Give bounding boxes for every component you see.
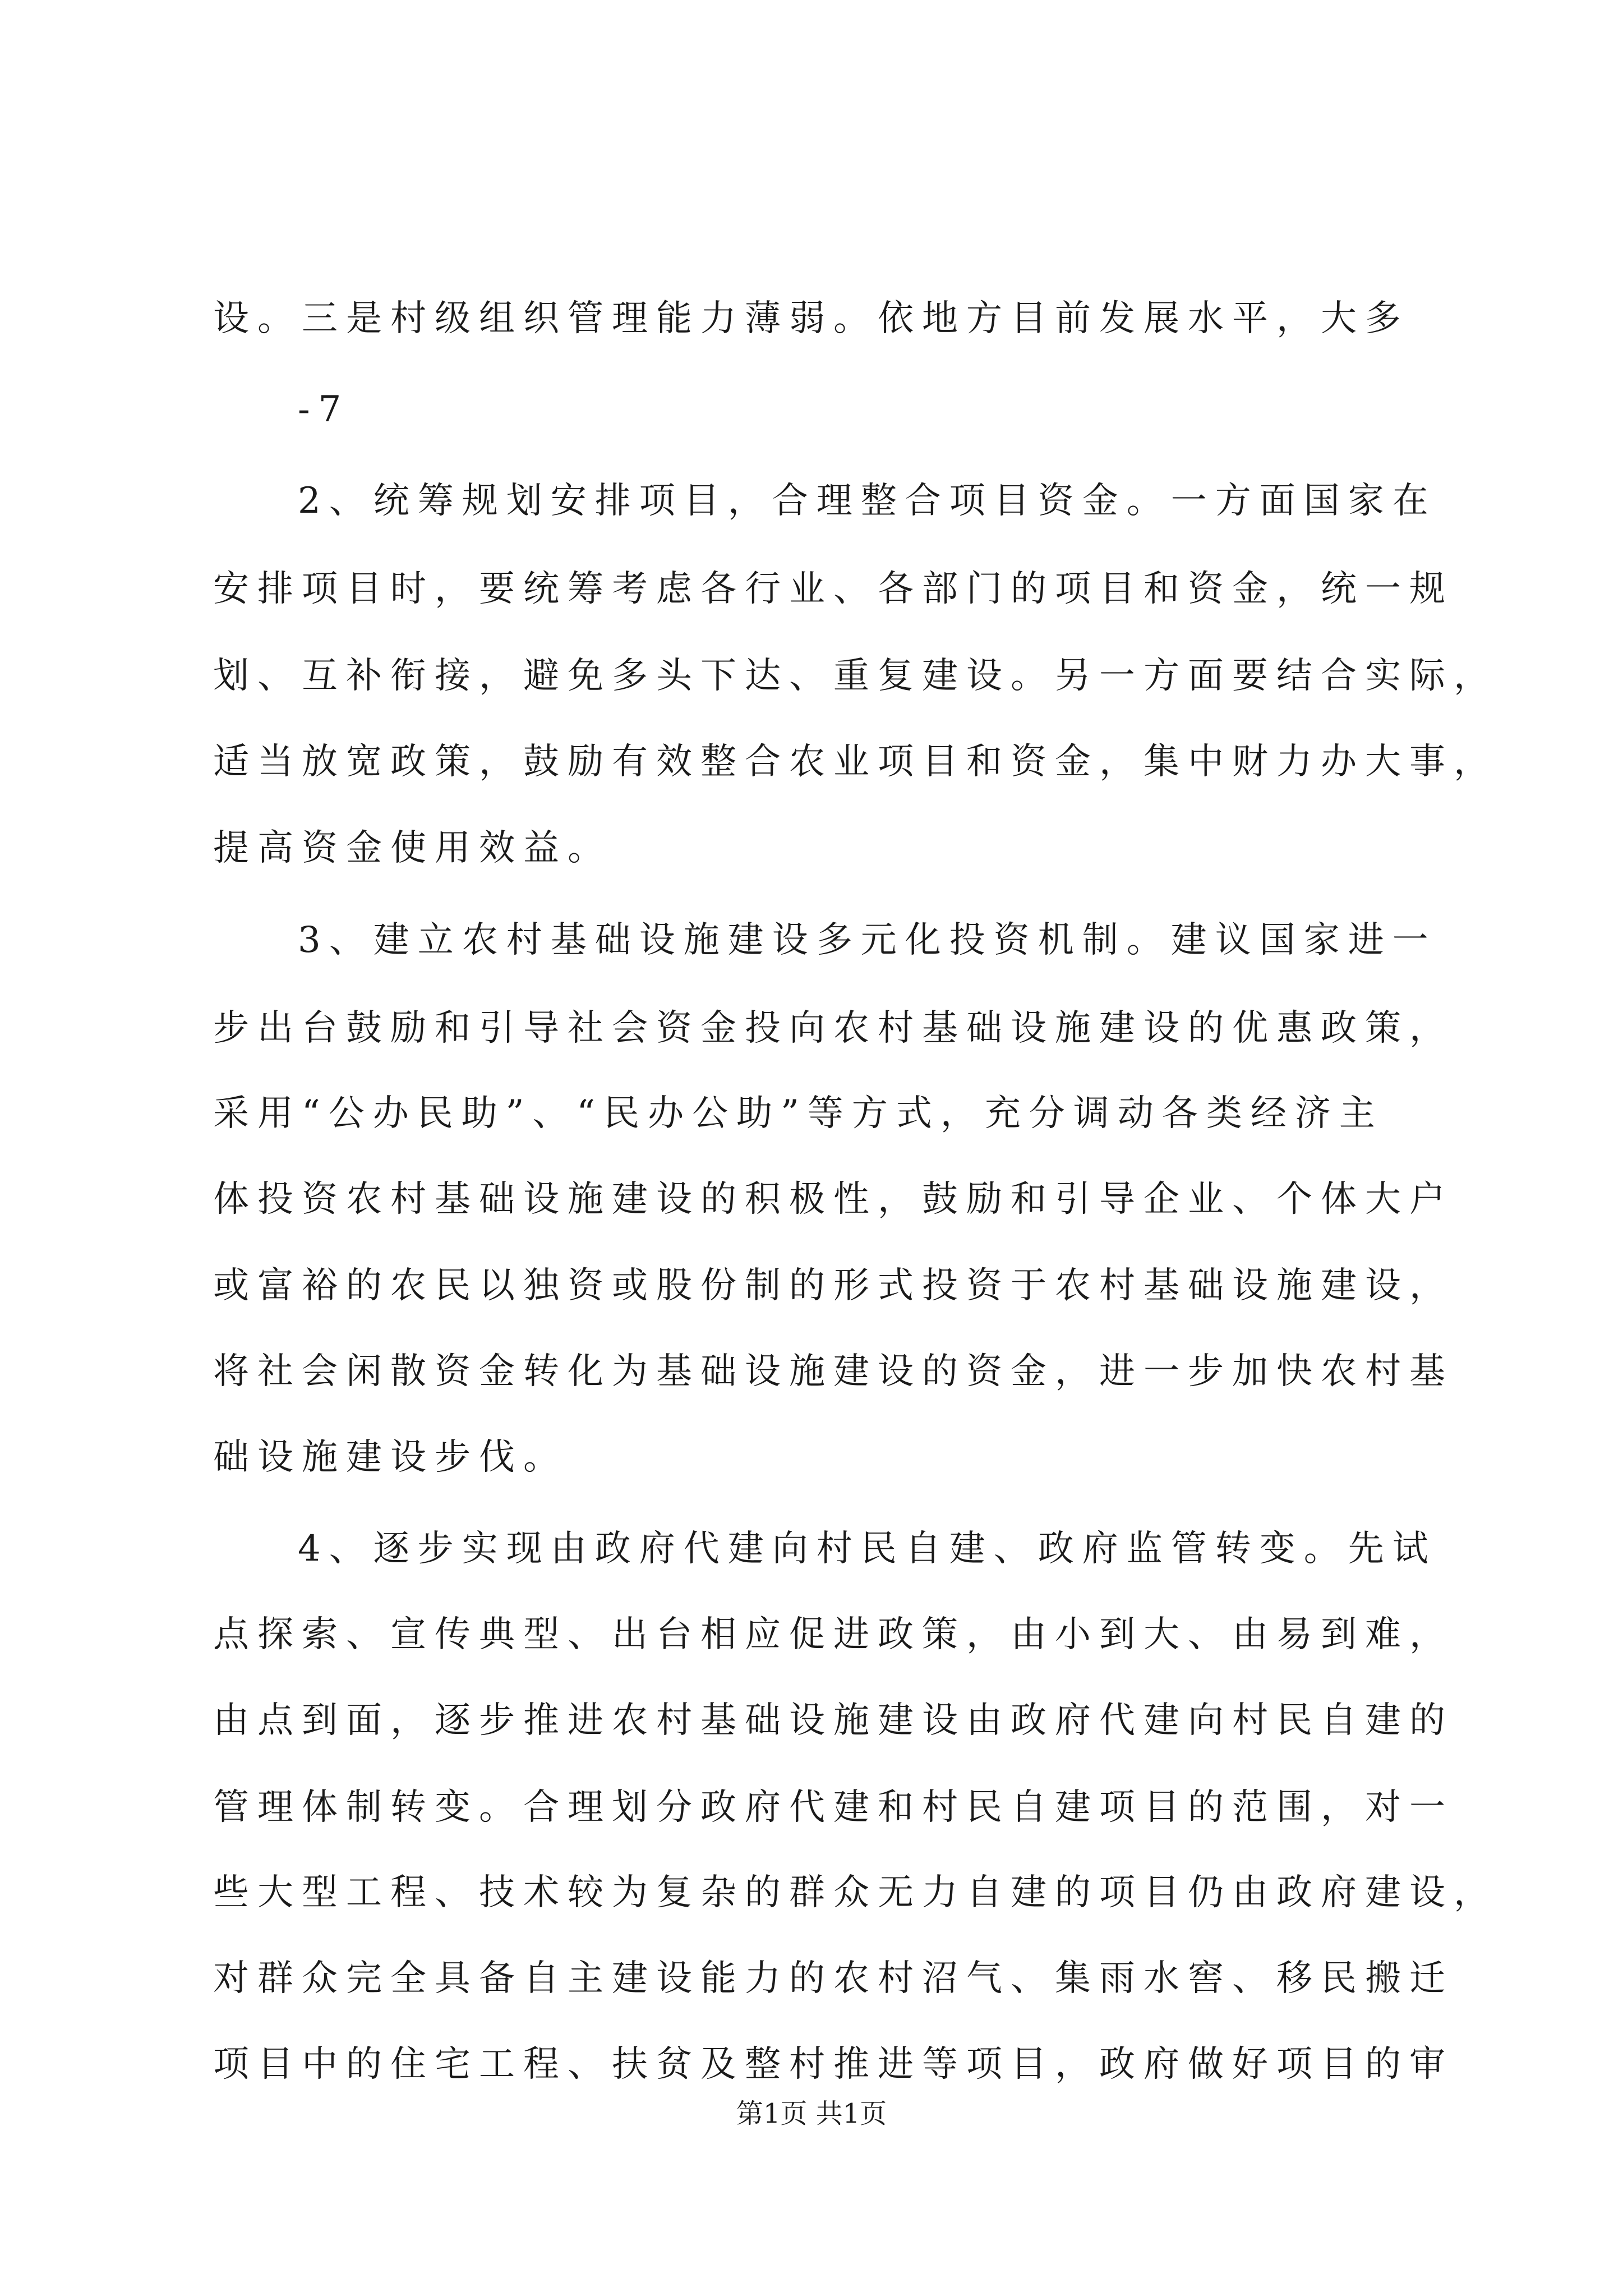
- text-line: 安排项目时，要统筹考虑各行业、各部门的项目和资金，统一规: [213, 568, 1454, 610]
- text-line: 设。三是村级组织管理能力薄弱。依地方目前发展水平，大多: [213, 298, 1409, 339]
- text-line: 对群众完全具备自主建设能力的农村沼气、集雨水窖、移民搬迁: [213, 1958, 1454, 1999]
- text-line: 由点到面，逐步推进农村基础设施建设由政府代建向村民自建的: [213, 1700, 1454, 1741]
- text-line: 2、统筹规划安排项目，合理整合项目资金。一方面国家在: [298, 480, 1437, 522]
- text-line: 采用“公办民助”、“民办公助”等方式，充分调动各类经济主: [213, 1093, 1384, 1134]
- text-line: 3、建立农村基础设施建设多元化投资机制。建议国家进一: [298, 919, 1437, 961]
- text-line: 管理体制转变。合理划分政府代建和村民自建项目的范围，对一: [213, 1787, 1454, 1828]
- text-line: 体投资农村基础设施建设的积极性，鼓励和引导企业、个体大户: [213, 1179, 1454, 1220]
- text-line: 础设施建设步伐。: [213, 1437, 568, 1478]
- page-footer: 第1页 共1页: [736, 2098, 887, 2129]
- text-line: 项目中的住宅工程、扶贫及整村推进等项目，政府做好项目的审: [213, 2044, 1454, 2085]
- text-line: 或富裕的农民以独资或股份制的形式投资于农村基础设施建设，: [213, 1265, 1454, 1306]
- text-line: 点探索、宣传典型、出台相应促进政策，由小到大、由易到难，: [213, 1614, 1454, 1655]
- text-line: 4、逐步实现由政府代建向村民自建、政府监管转变。先试: [298, 1528, 1437, 1570]
- text-line: 提高资金使用效益。: [213, 827, 612, 869]
- text-line: 将社会闲散资金转化为基础设施建设的资金，进一步加快农村基: [213, 1351, 1454, 1392]
- text-line: 适当放宽政策，鼓励有效整合农业项目和资金，集中财力办大事，: [213, 741, 1498, 783]
- text-line: 些大型工程、技术较为复杂的群众无力自建的项目仍由政府建设，: [213, 1872, 1498, 1913]
- text-line: 划、互补衔接，避免多头下达、重复建设。另一方面要结合实际，: [213, 655, 1498, 697]
- text-line: -7: [298, 389, 350, 430]
- text-line: 步出台鼓励和引导社会资金投向农村基础设施建设的优惠政策，: [213, 1007, 1454, 1049]
